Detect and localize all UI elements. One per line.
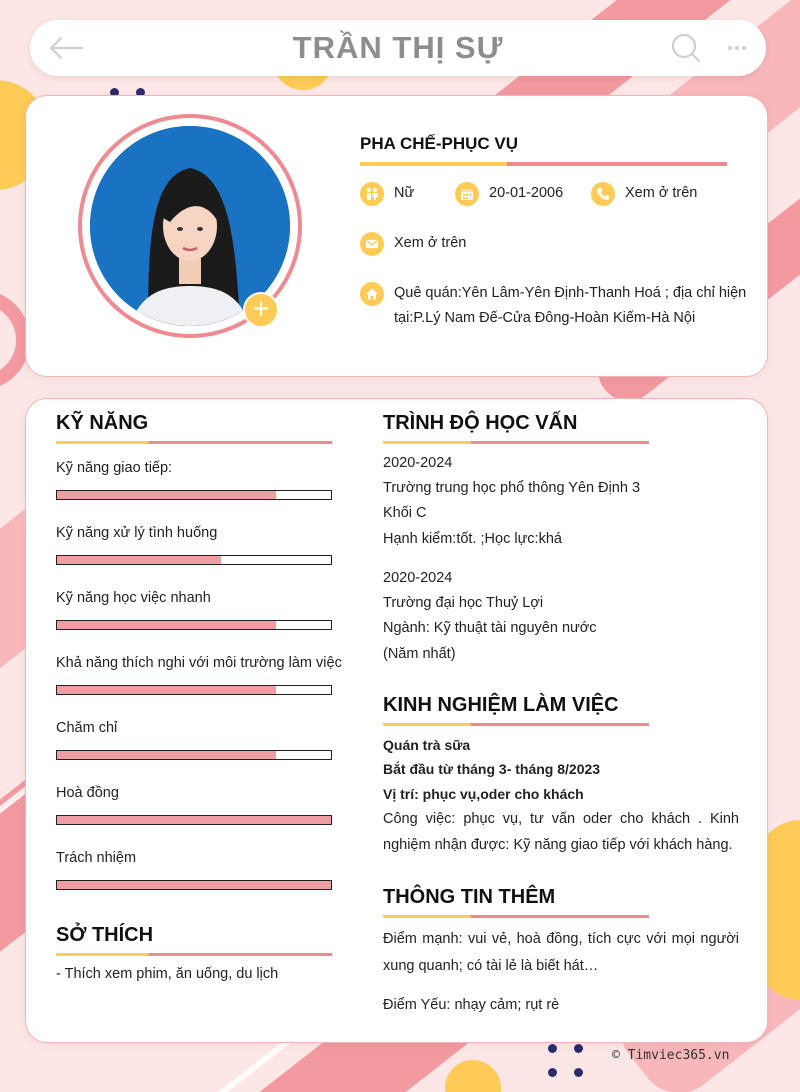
job-title-underline xyxy=(360,162,727,166)
skill-bar-fill xyxy=(57,621,276,629)
education-line: Trường đại học Thuỷ Lợi xyxy=(383,595,544,611)
hobbies-heading: SỞ THÍCH xyxy=(56,924,154,946)
more-info-heading-underline xyxy=(383,915,649,918)
education-period: 2020-2024 xyxy=(383,455,453,471)
skill-bar xyxy=(56,815,332,825)
experience-heading-underline xyxy=(383,723,649,726)
back-arrow-icon[interactable] xyxy=(48,36,84,60)
gender-row xyxy=(360,182,414,206)
skill-label: Kỹ năng học việc nhanh xyxy=(56,590,211,606)
skill-bar xyxy=(56,750,332,760)
more-options-icon[interactable] xyxy=(726,38,748,58)
calendar-icon xyxy=(455,182,479,206)
search-icon[interactable] xyxy=(670,32,702,64)
home-icon xyxy=(360,282,384,306)
skills-heading: KỸ NĂNG xyxy=(56,412,149,434)
page-title: TRẦN THỊ SỰ xyxy=(292,30,504,65)
birthdate-value: 20-01-2006 xyxy=(489,185,564,201)
education-line: Khối C xyxy=(383,505,427,521)
watermark: © Timviec365.vn xyxy=(612,1048,730,1063)
top-bar xyxy=(30,20,766,76)
education-heading-underline xyxy=(383,441,649,444)
phone-row xyxy=(591,182,697,206)
skill-bar xyxy=(56,880,332,890)
skill-label: Trách nhiệm xyxy=(56,850,137,866)
skill-bar xyxy=(56,555,332,565)
weaknesses-text: Điểm Yếu: nhạy cảm; rụt rè xyxy=(383,997,560,1013)
more-info-heading: THÔNG TIN THÊM xyxy=(383,886,556,908)
skill-bar xyxy=(56,685,332,695)
birthdate-row xyxy=(455,182,563,206)
education-period: 2020-2024 xyxy=(383,570,453,586)
experience-position: Vị trí: phục vụ,oder cho khách xyxy=(383,786,584,802)
skill-label: Kỹ năng xử lý tình huống xyxy=(56,525,218,541)
skill-bar-fill xyxy=(57,881,331,889)
skills-heading-underline xyxy=(56,441,332,444)
address-line-2: tại:P.Lý Nam Đế-Cửa Đông-Hoàn Kiếm-Hà Nội xyxy=(394,310,696,326)
address-row xyxy=(360,282,750,331)
email-row xyxy=(360,232,466,256)
education-line: Ngành: Kỹ thuật tài nguyên nước xyxy=(383,620,597,636)
skill-label: Kỹ năng giao tiếp: xyxy=(56,460,173,476)
experience-heading: KINH NGHIỆM LÀM VIỆC xyxy=(383,694,619,716)
address-line-1: Quê quán:Yên Lâm-Yên Định-Thanh Hoá ; địa chỉ hiện xyxy=(394,285,747,301)
hobbies-heading-underline xyxy=(56,953,332,956)
email-value: Xem ở trên xyxy=(394,235,467,251)
job-title: PHA CHẾ-PHỤC VỤ xyxy=(360,134,519,153)
address-value xyxy=(394,281,746,331)
strengths-text: Điểm mạnh: vui vẻ, hoà đồng, tích cực với mọi người xung quanh; có tài lẻ là biết hát… xyxy=(383,931,739,974)
skill-label: Khả năng thích nghi với môi trường làm việc xyxy=(56,655,342,671)
add-photo-button[interactable]: + xyxy=(243,292,279,328)
skill-bar-fill xyxy=(57,751,276,759)
hobbies-text: - Thích xem phim, ăn uống, du lịch xyxy=(56,966,279,982)
profile-card xyxy=(25,95,768,377)
skill-label: Hoà đồng xyxy=(56,785,119,801)
gender-icon xyxy=(360,182,384,206)
experience-description: Công việc: phục vụ, tư vấn oder cho khách . Kinh nghiệm nhận được: Kỹ năng giao tiếp với khách hàng. xyxy=(383,811,739,853)
education-line: Trường trung học phổ thông Yên Định 3 xyxy=(383,480,641,496)
resume-body-card xyxy=(25,398,768,1043)
phone-value: Xem ở trên xyxy=(625,185,698,201)
experience-company: Quán trà sữa xyxy=(383,737,471,753)
education-heading: TRÌNH ĐỘ HỌC VẤN xyxy=(383,412,578,434)
skill-bar-fill xyxy=(57,686,276,694)
experience-period: Bắt đầu từ tháng 3- tháng 8/2023 xyxy=(383,761,601,777)
skill-bar-fill xyxy=(57,556,221,564)
email-icon xyxy=(360,232,384,256)
education-line: (Năm nhất) xyxy=(383,646,456,662)
gender-value: Nữ xyxy=(394,185,415,201)
education-line: Hạnh kiểm:tốt. ;Học lực:khá xyxy=(383,531,562,547)
skill-bar-fill xyxy=(57,491,276,499)
phone-icon xyxy=(591,182,615,206)
skill-bar xyxy=(56,490,332,500)
skill-bar-fill xyxy=(57,816,331,824)
skill-bar xyxy=(56,620,332,630)
skill-label: Chăm chỉ xyxy=(56,720,118,736)
